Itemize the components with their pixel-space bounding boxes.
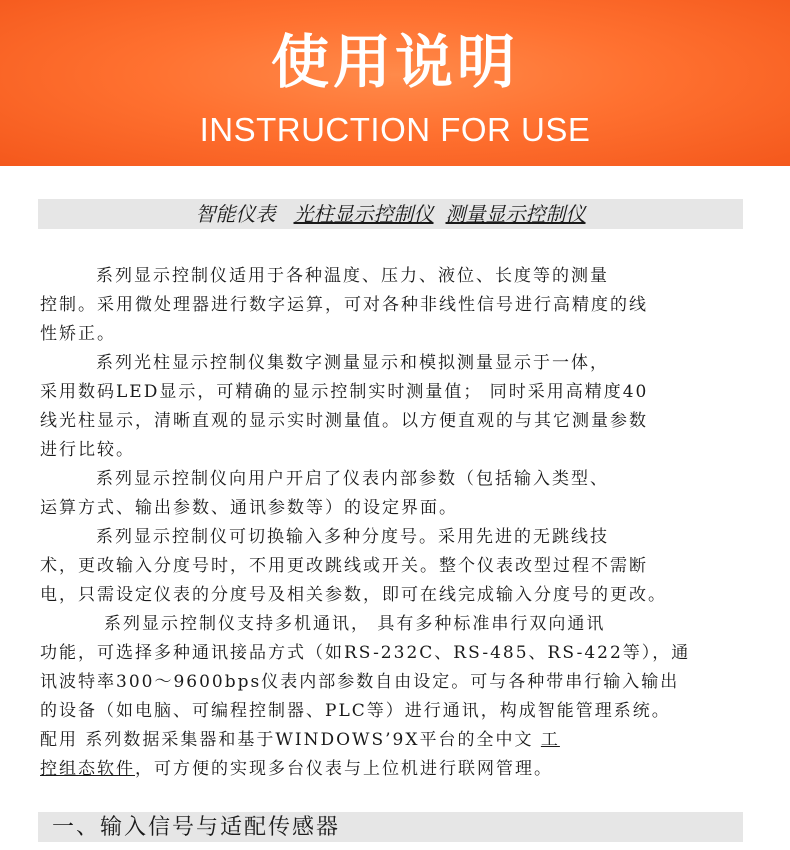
paragraph-line: 运算方式、输出参数、通讯参数等）的设定界面。	[40, 498, 458, 518]
paragraph-line: 性矫正。	[40, 324, 116, 344]
banner-title: 使用说明	[270, 28, 519, 96]
paragraph-text: ，可方便的实现多台仪表与上位机进行联网管理。	[135, 759, 553, 779]
paragraph-line: 进行比较。	[40, 440, 135, 460]
paragraph-line	[40, 726, 760, 755]
paragraph-line: 的设备（如电脑、可编程控制器、PLC等）进行通讯，构成智能管理系统。	[40, 701, 671, 721]
paragraph-text: 配用 系列数据采集器和基于WINDOWS’9X平台的全中文	[40, 730, 541, 750]
paragraph-line: 术，更改输入分度号时，不用更改跳线或开关。整个仪表改型过程不需断	[40, 556, 648, 576]
paragraph-line: 讯波特率300～9600bps仪表内部参数自由设定。可与各种带串行输入输出	[40, 672, 680, 692]
category-smart-instrument: 智能仪表	[195, 202, 276, 226]
software-link-part2[interactable]: 控组态软件	[40, 759, 135, 779]
software-link-part1[interactable]: 工	[540, 730, 560, 750]
paragraph-line: 功能，可选择多种通讯接品方式（如RS-232C、RS-485、RS-422等），通	[40, 643, 691, 663]
paragraph-line: 电，只需设定仪表的分度号及相关参数，即可在线完成输入分度号的更改。	[40, 585, 667, 605]
paragraph-line: 系列显示控制仪支持多机通讯， 具有多种标准串行双向通讯	[104, 614, 606, 634]
paragraph-line: 系列显示控制仪可切换输入多种分度号。采用先进的无跳线技	[96, 527, 609, 547]
category-measurement-controller: 测量显示控制仪	[445, 202, 586, 226]
title-banner	[0, 0, 790, 166]
product-category-text	[38, 199, 743, 229]
paragraph-line: 控制。采用微处理器进行数字运算，可对各种非线性信号进行高精度的线	[40, 295, 648, 315]
paragraph-line	[40, 755, 760, 784]
paragraph-line: 系列光柱显示控制仪集数字测量显示和模拟测量显示于一体，	[96, 353, 609, 373]
category-bargraph-controller: 光柱显示控制仪	[293, 202, 434, 226]
product-category-header	[38, 199, 743, 229]
banner-subtitle: INSTRUCTION FOR USE	[199, 111, 591, 148]
paragraph-line: 系列显示控制仪向用户开启了仪表内部参数（包括输入类型、	[96, 469, 609, 489]
paragraph-line: 线光柱显示，清晰直观的显示实时测量值。以方便直观的与其它测量参数	[40, 411, 648, 431]
section-title: 一、输入信号与适配传感器	[52, 815, 341, 840]
paragraph-line: 系列显示控制仪适用于各种温度、压力、液位、长度等的测量	[96, 266, 609, 286]
instruction-body	[40, 262, 760, 784]
paragraph-line: 采用数码LED显示，可精确的显示控制实时测量值； 同时采用高精度40	[40, 382, 649, 402]
section-input-signals-header	[38, 812, 743, 842]
